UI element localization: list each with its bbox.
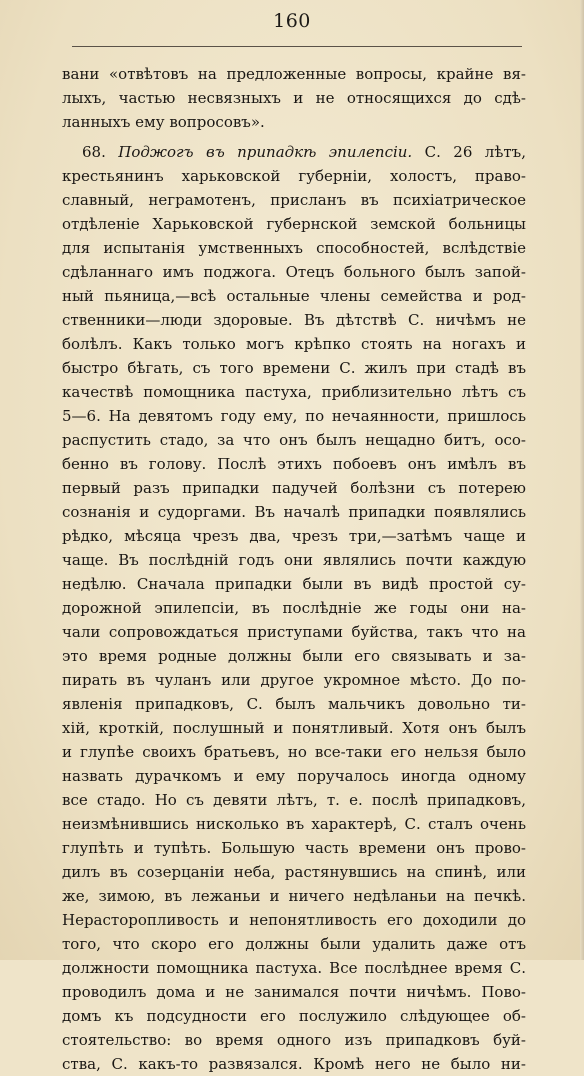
page-number: 160 bbox=[273, 10, 311, 32]
text-line: сдѣланнаго имъ поджога. Отецъ больного былъ запой- bbox=[62, 263, 526, 281]
text-line: это время родные должны были его связывать и за- bbox=[62, 647, 526, 665]
text-line: все стадо. Но съ девяти лѣтъ, т. е. послѣ припадковъ, bbox=[62, 791, 526, 809]
text-line: рѣдко, мѣсяца чрезъ два, чрезъ три,—затѣмъ чаще и bbox=[62, 527, 526, 545]
text-line: глупѣть и тупѣть. Большую часть времени онъ прово- bbox=[62, 839, 526, 857]
case-section-68 bbox=[62, 140, 526, 1076]
text-line: чаще. Въ послѣдній годъ они являлись почти каждую bbox=[62, 551, 526, 569]
text-line: Нерасторопливость и непонятливость его доходили до bbox=[62, 911, 526, 929]
text-line: домъ къ подсудности его послужило слѣдующее об- bbox=[62, 1007, 526, 1025]
text-line: должности помощника пастуха. Все послѣднее время С. bbox=[62, 959, 526, 977]
text-line: первый разъ припадки падучей болѣзни съ потерею bbox=[62, 479, 526, 497]
text-line: болѣлъ. Какъ только могъ крѣпко стоять на ногахъ и bbox=[62, 335, 526, 353]
text-line: стоятельство: во время одного изъ припадковъ буй- bbox=[62, 1031, 526, 1049]
text-line: бенно въ голову. Послѣ этихъ побоевъ онъ имѣлъ въ bbox=[62, 455, 526, 473]
text-line: ства, С. какъ-то развязался. Кромѣ него не было ни- bbox=[62, 1055, 526, 1073]
section-number: 68. bbox=[82, 143, 106, 161]
text-line: быстро бѣгать, съ того времени С. жилъ при стадѣ въ bbox=[62, 359, 526, 377]
text-line: вани «отвѣтовъ на предложенные вопросы, крайне вя- bbox=[62, 65, 526, 83]
text-line: и глупѣе своихъ братьевъ, но все-таки его нельзя было bbox=[62, 743, 526, 761]
text-line: крестьянинъ харьковской губерніи, холостъ, право- bbox=[62, 167, 526, 185]
text-line: качествѣ помощника пастуха, приблизительно лѣтъ съ bbox=[62, 383, 526, 401]
text-line: славный, неграмотенъ, присланъ въ психіатрическое bbox=[62, 191, 526, 209]
text-line: распустить стадо, за что онъ былъ нещадно битъ, осо- bbox=[62, 431, 526, 449]
continuation-paragraph bbox=[62, 62, 526, 134]
text-line: ланныхъ ему вопросовъ». bbox=[62, 113, 265, 131]
text-line: ный пьяница,—всѣ остальные члены семейства и род- bbox=[62, 287, 526, 305]
text-line: чали сопровождаться приступами буйства, такъ что на bbox=[62, 623, 526, 641]
text-line: сознанія и судоргами. Въ началѣ припадки появлялись bbox=[62, 503, 526, 521]
text-line: отдѣленіе Харьковской губернской земской больницы bbox=[62, 215, 526, 233]
page-edge bbox=[580, 0, 584, 960]
text-line: дорожной эпилепсіи, въ послѣдніе же годы они на- bbox=[62, 599, 526, 617]
text-line: явленія припадковъ, С. былъ мальчикъ довольно ти- bbox=[62, 695, 526, 713]
text-line: лыхъ, частью несвязныхъ и не относящихся до сдѣ- bbox=[62, 89, 526, 107]
header-rule bbox=[72, 46, 522, 47]
text-line: назвать дурачкомъ и ему поручалось иногда одному bbox=[62, 767, 526, 785]
text-line: проводилъ дома и не занимался почти ничѣмъ. Пово- bbox=[62, 983, 526, 1001]
text-line: ственники—люди здоровые. Въ дѣтствѣ С. ничѣмъ не bbox=[62, 311, 526, 329]
section-heading-line bbox=[62, 140, 526, 164]
text-line: же, зимою, въ лежаньи и ничего недѣланьи на печкѣ. bbox=[62, 887, 526, 905]
text-line: хій, кроткій, послушный и понятливый. Хотя онъ былъ bbox=[62, 719, 526, 737]
section-title: Поджогъ въ припадкѣ эпилепсіи. bbox=[118, 143, 413, 161]
text-line: для испытанія умственныхъ способностей, вслѣдствіе bbox=[62, 239, 526, 257]
text-line: недѣлю. Сначала припадки были въ видѣ простой су- bbox=[62, 575, 526, 593]
section-first-line-text: С. 26 лѣтъ, bbox=[424, 143, 526, 161]
text-line: 5—6. На девятомъ году ему, по нечаянности, пришлось bbox=[62, 407, 526, 425]
text-line: пирать въ чуланъ или другое укромное мѣсто. До по- bbox=[62, 671, 526, 689]
text-line: дилъ въ созерцаніи неба, растянувшись на спинѣ, или bbox=[62, 863, 526, 881]
text-line: неизмѣнившись нисколько въ характерѣ, С. сталъ очень bbox=[62, 815, 526, 833]
text-line: того, что скоро его должны были удалить даже отъ bbox=[62, 935, 526, 953]
